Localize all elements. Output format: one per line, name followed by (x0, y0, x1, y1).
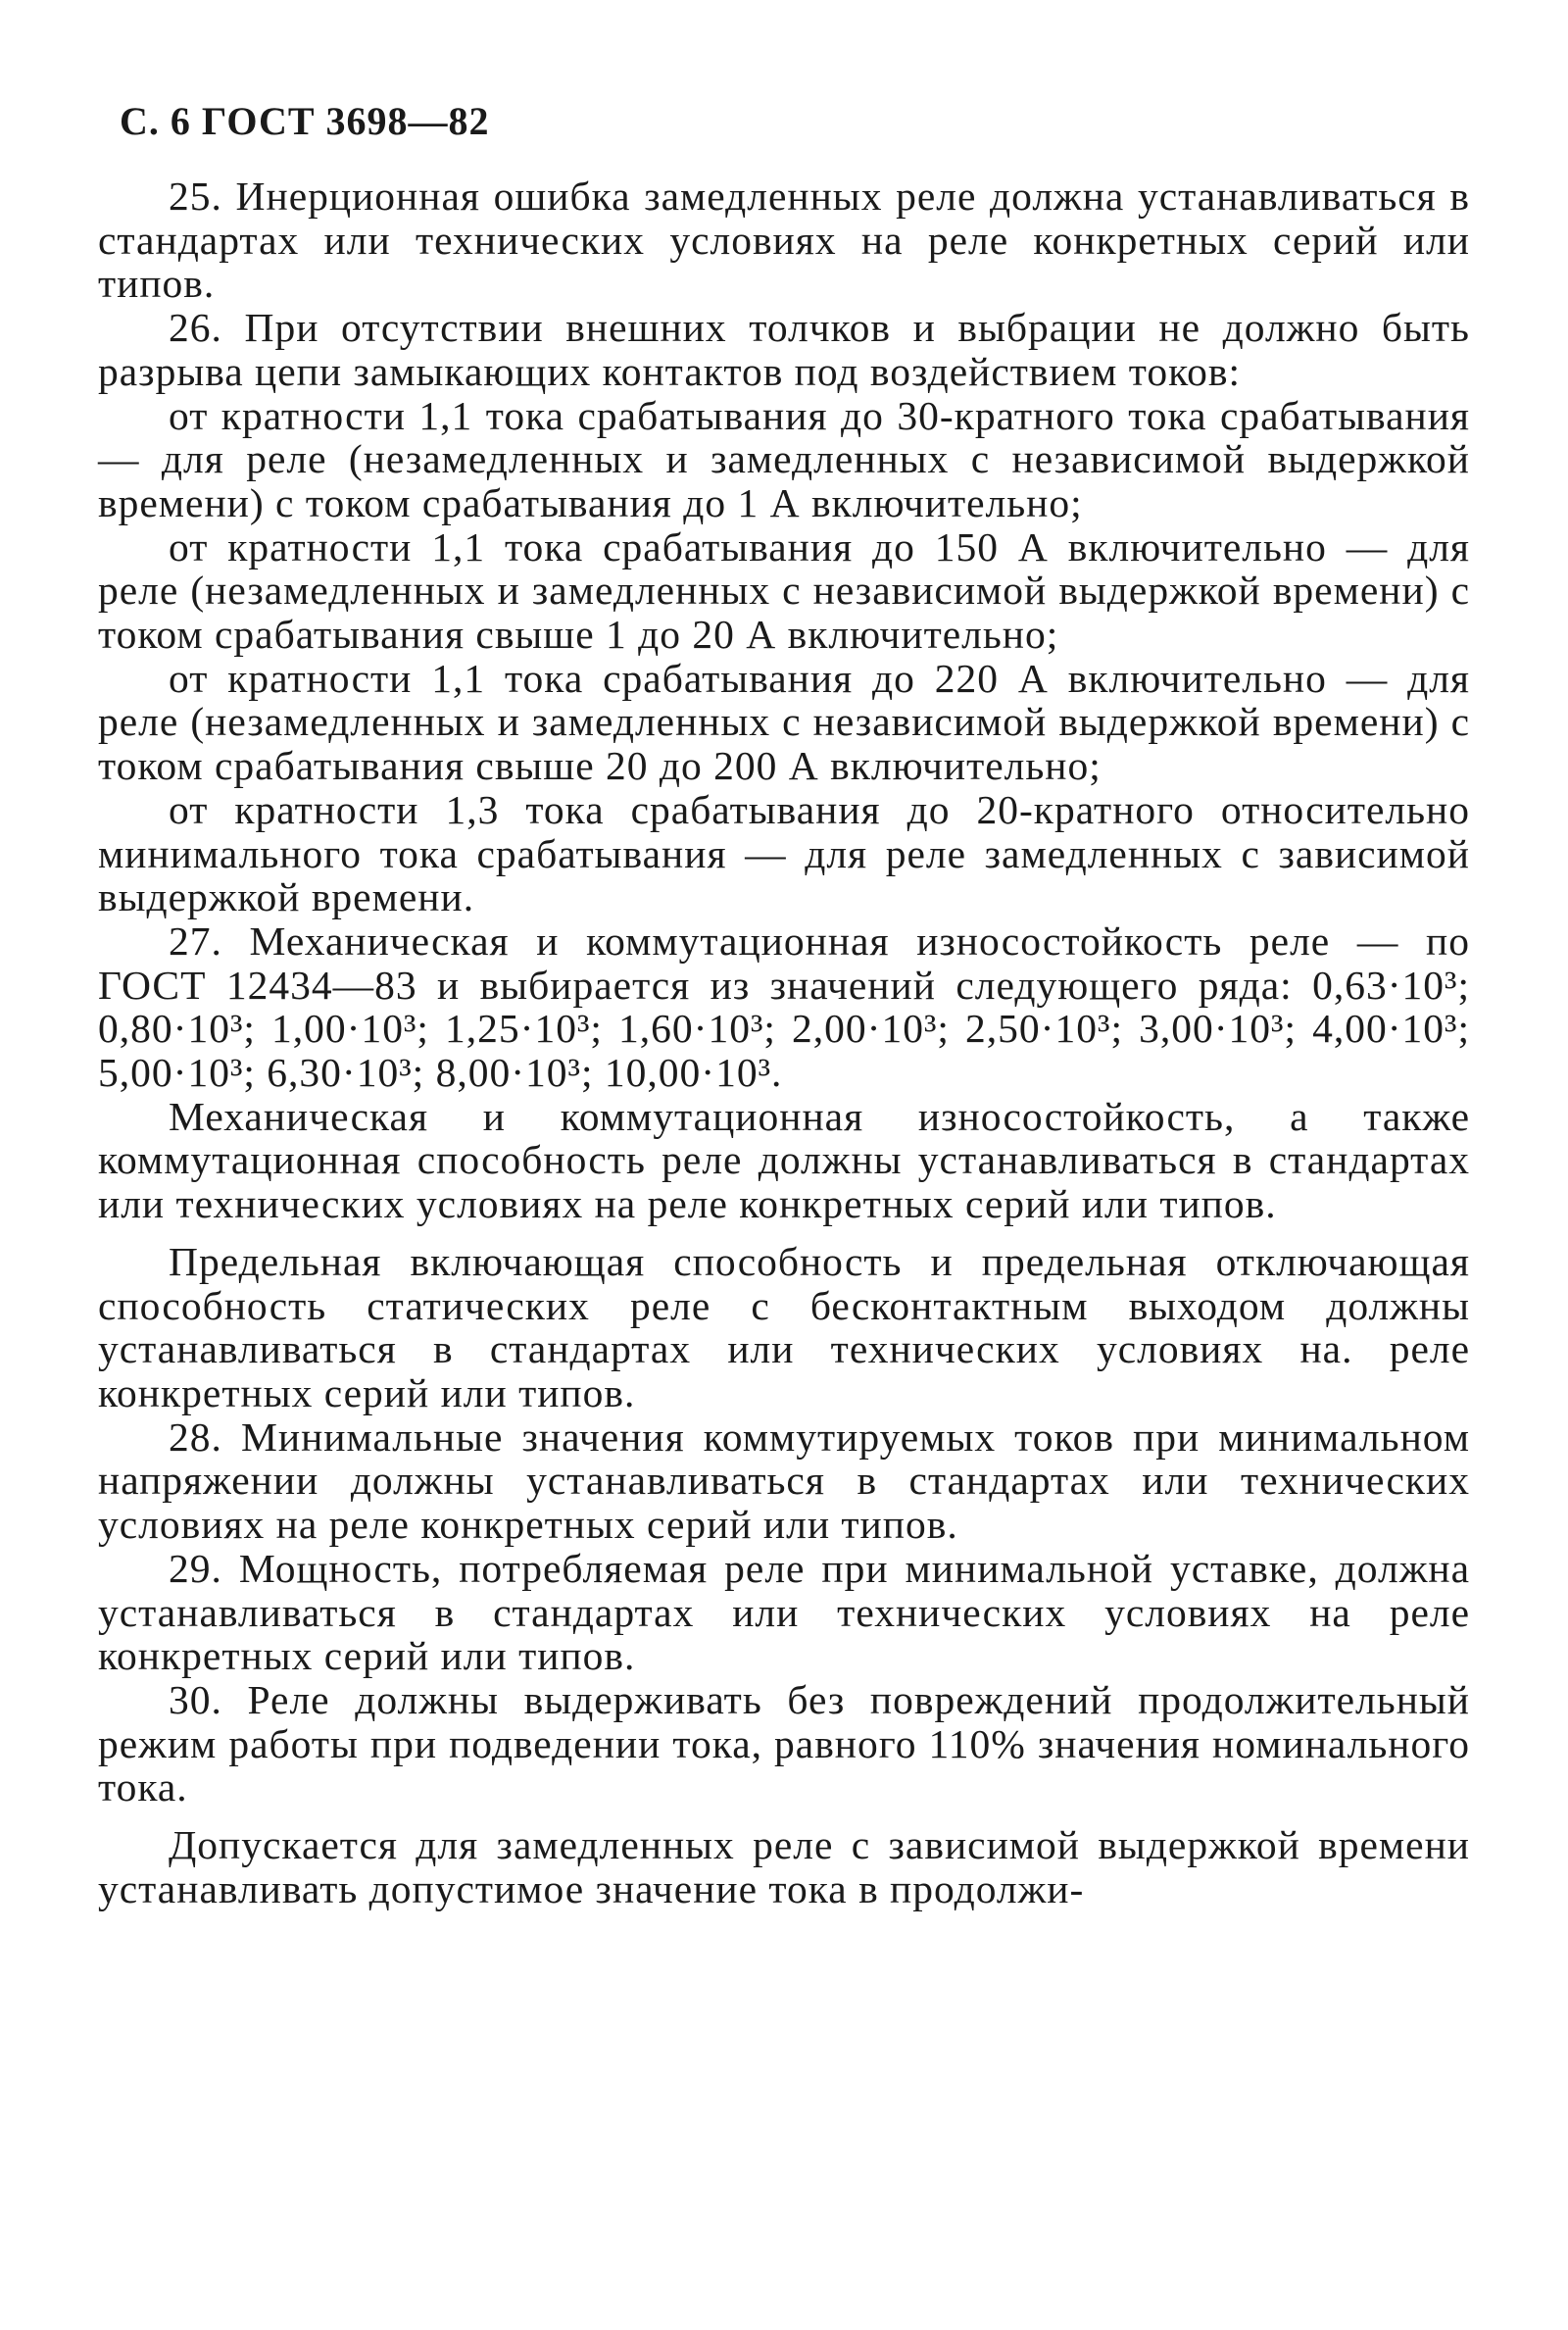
paragraph-28: 28. Минимальные значения коммутируемых токов при минимальном напряжении должны устанавливаться в стандартах или технических условиях на реле конкретных серий или типов. (98, 1413, 1470, 1548)
paragraph-26-item-3: от кратности 1,1 тока срабатывания до 220 А включительно — для реле (незамедленных и замедленных с независимой выдержкой времени) с током срабатывания свыше 20 до 200 А включительно; (98, 655, 1470, 789)
paragraph-26-item-2: от кратности 1,1 тока срабатывания до 150 А включительно — для реле (незамедленных и замедленных с независимой выдержкой времени) с током срабатывания свыше 1 до 20 А включительно; (98, 523, 1470, 658)
page-header: С. 6 ГОСТ 3698—82 (120, 99, 490, 143)
paragraph-27-limit: Предельная включающая способность и предельная отключающая способность статических реле с бесконтактным выходом должны устанавливаться в стандартах или технических условиях на. реле конкретных серий или типов. (98, 1238, 1470, 1415)
paragraph-27: 27. Механическая и коммутационная износостойкость реле — по ГОСТ 12434—83 и выбирается из значений следующего ряда: 0,63·10³; 0,80·10³; 1,00·10³; 1,25·10³; 1,60·10³; 2,00·10³; 2,50·10³; 3,00·10³; 4,00·10³; 5,00·10³; 6,30·10³; 8,00·10³; 10,00·10³. (98, 917, 1470, 1096)
paragraph-26-item-4: от кратности 1,3 тока срабатывания до 20-кратного относительно минимального тока срабатывания — для реле замедленных с зависимой выдержкой времени. (98, 786, 1470, 920)
paragraph-29: 29. Мощность, потребляемая реле при минимальной уставке, должна устанавливаться в стандартах или технических условиях на реле конкретных серий или типов. (98, 1545, 1470, 1679)
paragraph-30-allowance: Допускается для замедленных реле с зависимой выдержкой времени устанавливать допустимое значение тока в продолжи- (98, 1822, 1470, 1911)
paragraph-26: 26. При отсутствии внешних толчков и выбрации не должно быть разрыва цепи замыкающих контактов под воздействием токов: (98, 305, 1470, 394)
body-text (98, 174, 1470, 1910)
paragraph-30: 30. Реле должны выдерживать без повреждений продолжительный режим работы при подведении тока, равного 110% значения номинального тока. (98, 1676, 1470, 1810)
paragraph-26-item-1: от кратности 1,1 тока срабатывания до 30-кратного тока срабатывания — для реле (незамедленных и замедленных с независимой выдержкой времени) с током срабатывания до 1 А включительно; (98, 392, 1470, 525)
paragraph-25: 25. Инерционная ошибка замедленных реле должна устанавливаться в стандартах или технических условиях на реле конкретных серий или типов. (98, 174, 1470, 307)
paragraph-27-wear: Механическая и коммутационная износостойкость, а также коммутационная способность реле должны устанавливаться в стандартах или технических условиях на реле конкретных серий или типов. (98, 1093, 1470, 1227)
